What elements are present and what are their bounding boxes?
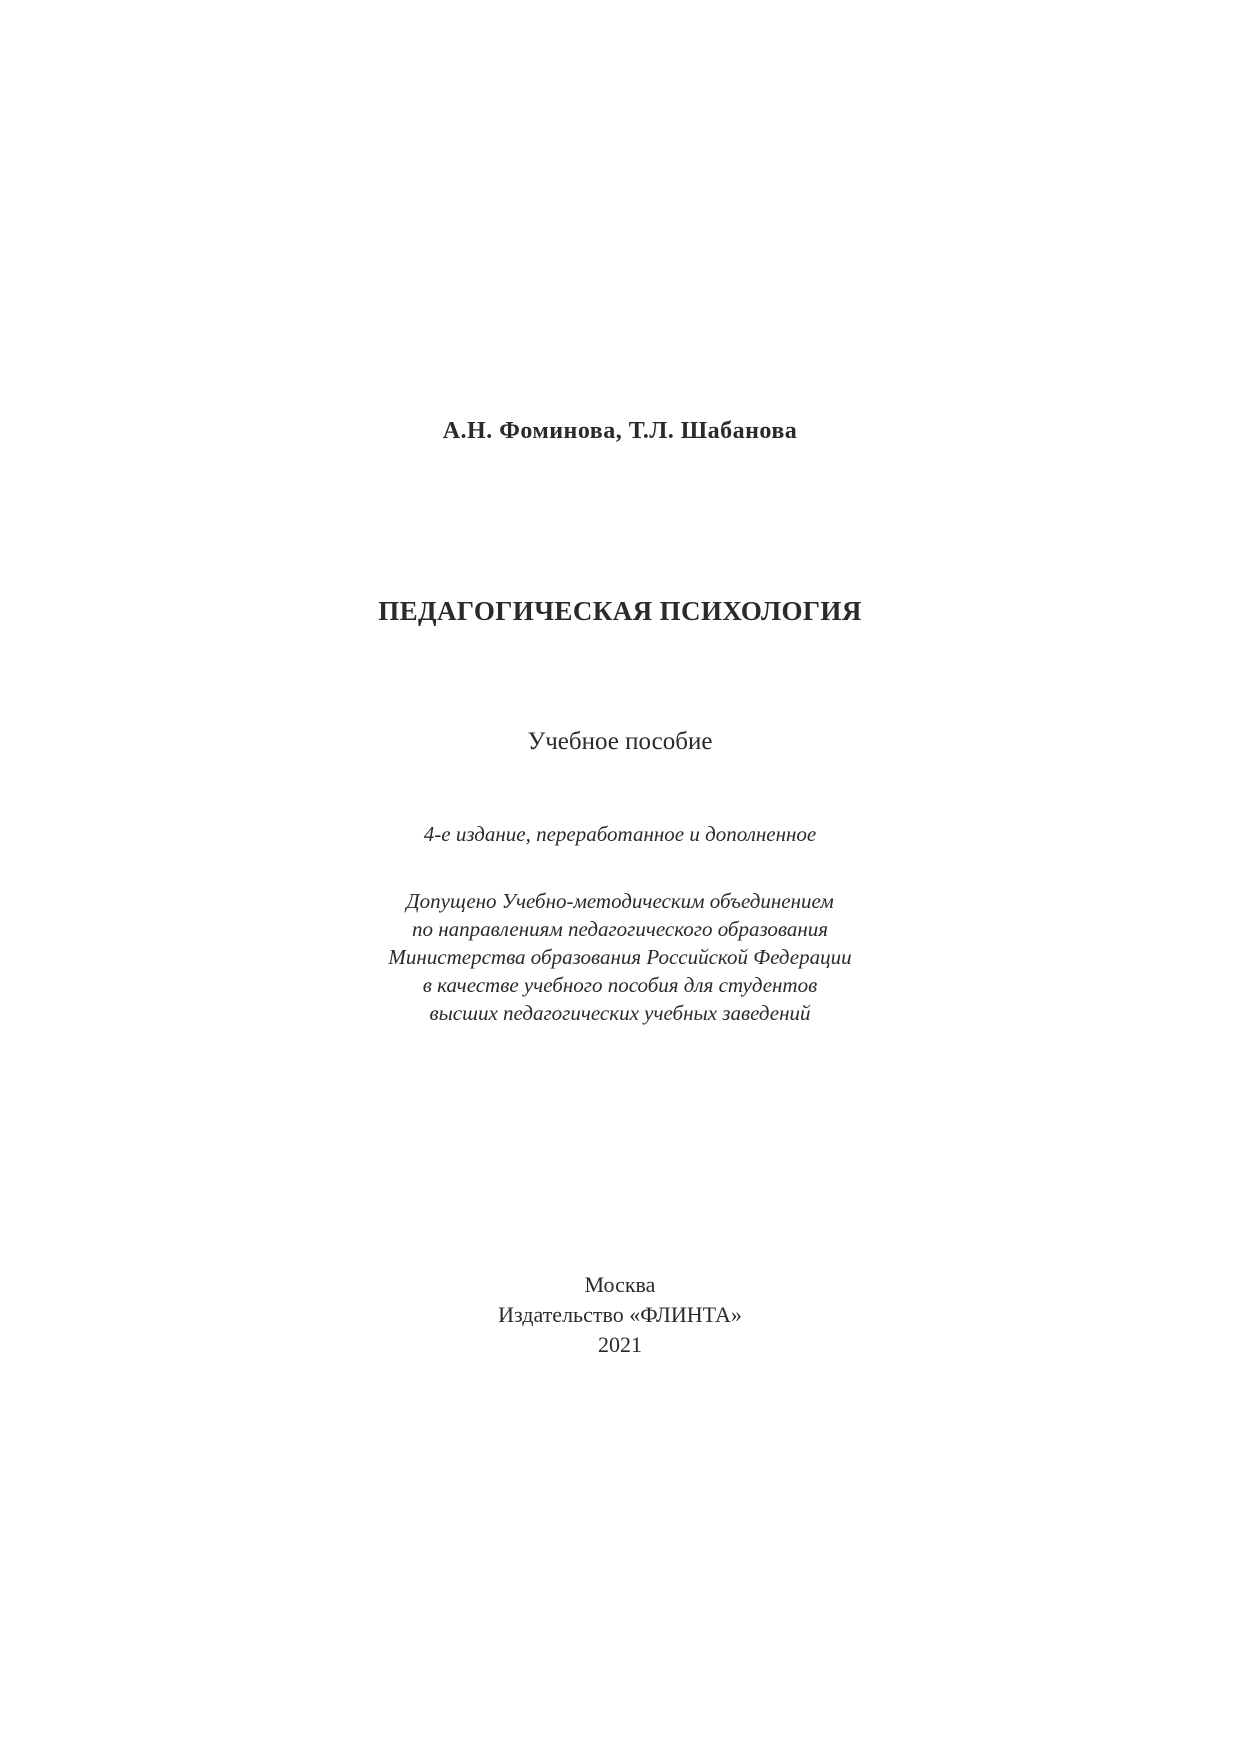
edition-note: 4-е издание, переработанное и дополненное [423, 822, 817, 846]
approval-line: Допущено Учебно-методическим объединением [406, 889, 834, 913]
approval-line: Министерства образования Российской Федерации [388, 945, 852, 969]
imprint [0, 1270, 1240, 1360]
imprint-year: 2021 [598, 1332, 642, 1357]
authors: А.Н. Фоминова, Т.Л. Шабанова [442, 418, 798, 444]
imprint-city: Москва [584, 1272, 656, 1297]
imprint-publisher: Издательство «ФЛИНТА» [498, 1302, 742, 1327]
approval-line: в качестве учебного пособия для студентов [422, 973, 818, 997]
approval-line: по направлениям педагогического образования [411, 917, 829, 941]
approval-line: высших педагогических учебных заведений [429, 1001, 811, 1025]
book-subtitle: Учебное пособие [527, 728, 713, 755]
book-title: ПЕДАГОГИЧЕСКАЯ ПСИХОЛОГИЯ [378, 596, 862, 626]
approval-stamp-text [0, 887, 1240, 1027]
